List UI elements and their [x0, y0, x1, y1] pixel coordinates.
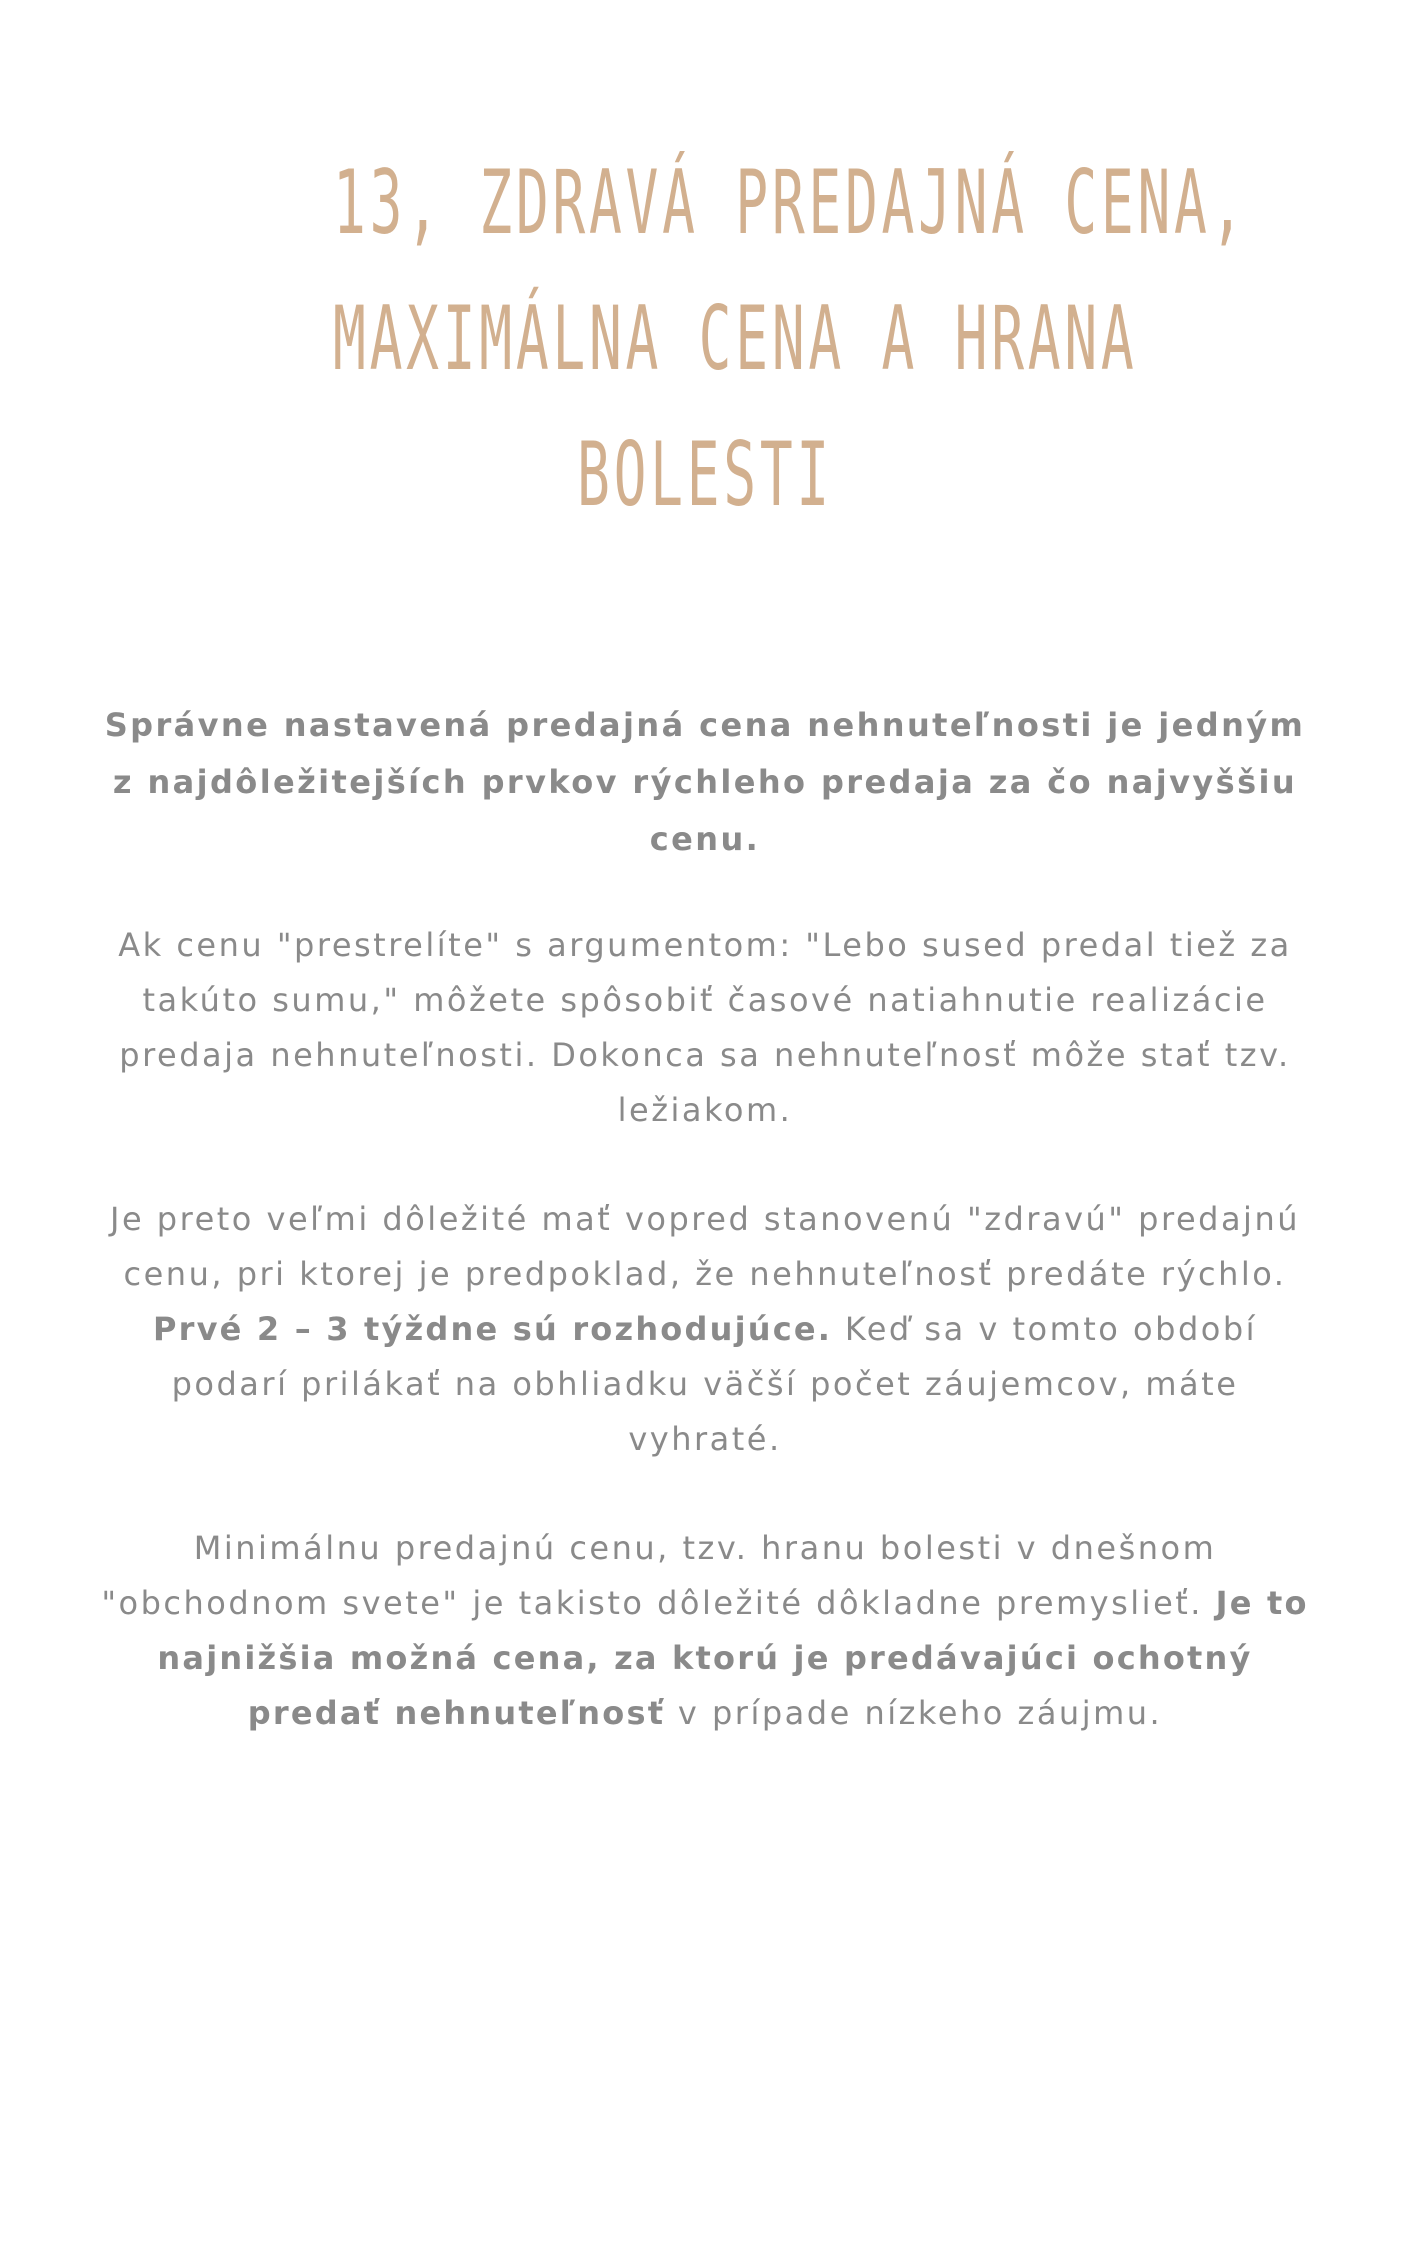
body-text — [95, 697, 1315, 1795]
paragraph-minimum-price — [95, 1521, 1315, 1741]
title-line-3: BOLESTI — [577, 423, 833, 526]
paragraph-healthy-price-text-end: Keď sa v tomto období podarí prilákať na obhliadku väčší počet záujemcov, máte vyhraté. — [171, 1310, 1258, 1458]
paragraph-healthy-price-emphasis: Prvé 2 – 3 týždne sú rozhodujúce. — [152, 1310, 833, 1348]
page-title — [333, 135, 1248, 543]
paragraph-minimum-price-text-start: Minimálnu predajnú cenu, tzv. hranu bolesti v dnešnom "obchodnom svete" je takisto dôležité dôkladne premyslieť. — [101, 1529, 1217, 1622]
title-line-1: 13, ZDRAVÁ PREDAJNÁ CENA, — [333, 151, 1248, 254]
paragraph-overpricing: Ak cenu "prestrelíte" s argumentom: "Lebo sused predal tiež za takúto sumu," môžete spôsobiť časové natiahnutie realizácie predaja nehnuteľnosti. Dokonca sa nehnuteľnosť môže stať tzv. ležiakom. — [118, 926, 1292, 1129]
lead-paragraph: Správne nastavená predajná cena nehnuteľnosti je jedným z najdôležitejších prvkov rýchleho predaja za čo najvyššiu cenu. — [104, 706, 1306, 858]
paragraph-healthy-price-text-start: Je preto veľmi dôležité mať vopred stanovenú "zdravú" predajnú cenu, pri ktorej je predpoklad, že nehnuteľnosť predáte rýchlo. — [110, 1200, 1300, 1293]
title-line-2: MAXIMÁLNA CENA A HRANA — [333, 287, 1138, 390]
paragraph-minimum-price-text-end: v prípade nízkeho záujmu. — [665, 1694, 1163, 1732]
paragraph-minimum-price-emphasis: Je to najnižšia možná cena, za ktorú je predávajúci ochotný predať nehnuteľnosť — [157, 1584, 1309, 1732]
paragraph-healthy-price — [95, 1192, 1315, 1467]
